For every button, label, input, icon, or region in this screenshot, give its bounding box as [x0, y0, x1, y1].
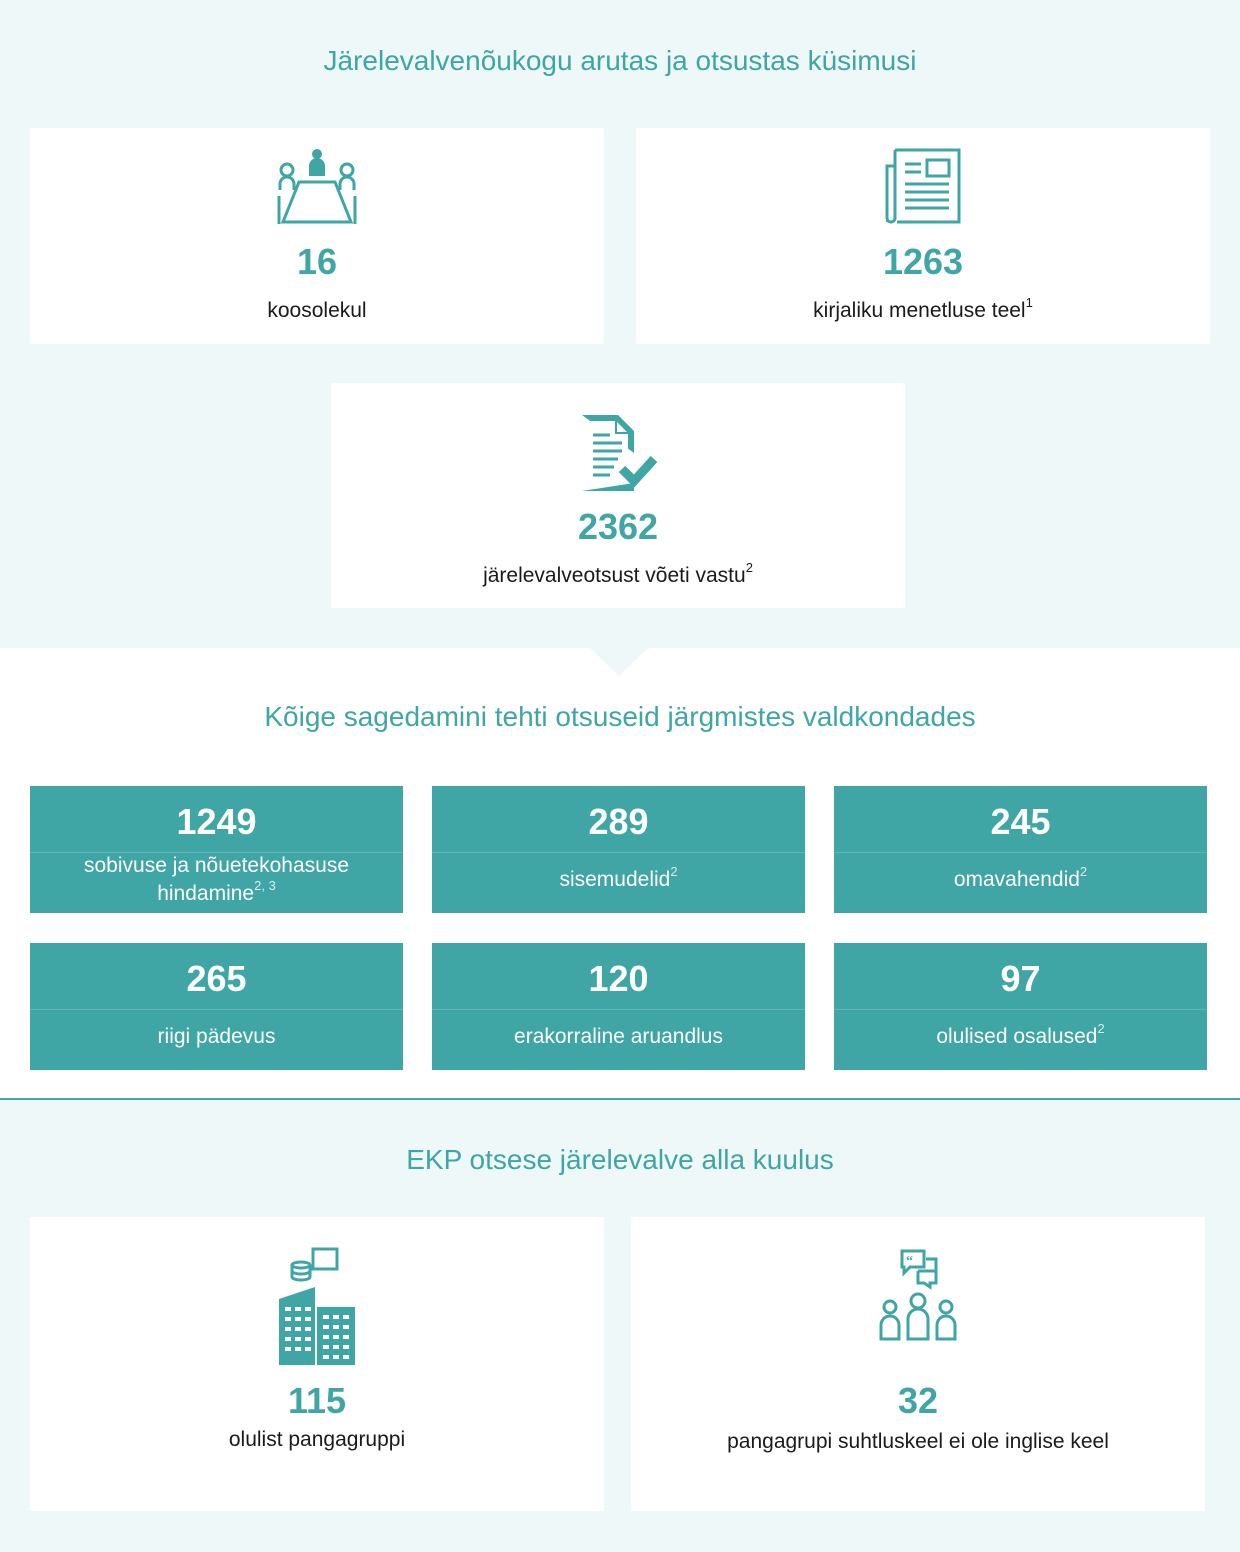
bank-buildings-icon [277, 1245, 357, 1374]
area-tile-value: 265 [186, 958, 247, 999]
area-tile-qualifying-holdings [834, 943, 1207, 1070]
section2-heading: Kõige sagedamini tehti otsuseid järgmistes valdkondades [264, 701, 976, 732]
non-english-banks-card [631, 1217, 1205, 1511]
document-check-icon [578, 413, 658, 498]
area-tile-internal-models [432, 786, 805, 913]
svg-text:“: “ [906, 1254, 913, 1269]
significant-banks-count: 115 [287, 1380, 347, 1421]
area-tile-label: erakorraline aruandlus [514, 1025, 723, 1048]
area-tile-own-funds [834, 786, 1207, 913]
section3-heading: EKP otsese järelevalve alla kuulus [406, 1144, 834, 1175]
written-procedure-label: kirjaliku menetluse teel$^1$ [813, 295, 1033, 322]
area-tile-label: olulised osalused$^2$ [936, 1021, 1105, 1048]
area-tile-value: 1249 [176, 801, 257, 842]
area-tile-label: sisemudelid$^2$ [559, 864, 678, 891]
area-tile-label: omavahendid$^2$ [953, 864, 1088, 891]
section-pointer [590, 648, 648, 676]
decisions-count: 2362 [577, 506, 659, 547]
section1-heading: Järelevalvenõukogu arutas ja otsustas küsimusi [323, 45, 917, 76]
written-procedure-card [636, 128, 1210, 344]
area-tile-value: 245 [990, 801, 1051, 842]
newspaper-icon [883, 146, 963, 231]
decisions-label: järelevalveotsust võeti vastu$^2$ [483, 560, 753, 587]
footnote-ref: 1 [1025, 295, 1033, 310]
meetings-card [30, 128, 604, 344]
area-tile-value: 289 [588, 801, 649, 842]
written-procedure-count: 1263 [882, 241, 964, 282]
significant-banks-label: olulist pangagruppi [228, 1428, 406, 1451]
meetings-label: koosolekul [267, 299, 367, 322]
meetings-count: 16 [296, 241, 338, 282]
area-tile-value: 97 [1000, 958, 1041, 999]
non-english-banks-label: pangagrupi suhtluskeel ei ole inglise keel [727, 1430, 1109, 1453]
footnote-ref: 2, 3 [254, 878, 276, 893]
meeting-table-icon [277, 146, 357, 231]
decisions-card [331, 383, 905, 608]
footnote-ref: 2 [1079, 864, 1088, 879]
area-tile-fit-and-proper [30, 786, 403, 913]
area-tile-value: 120 [588, 958, 649, 999]
significant-banks-card [30, 1217, 604, 1511]
area-tile-label: riigi pädevus [157, 1025, 276, 1048]
footnote-ref: 2 [670, 864, 678, 879]
non-english-banks-count: 32 [897, 1380, 939, 1421]
footnote-ref: 2 [745, 560, 753, 575]
footnote-ref: 2 [1097, 1021, 1105, 1036]
area-tile-ad-hoc-reporting [432, 943, 805, 1070]
area-tile-national-powers [30, 943, 403, 1070]
people-speech-icon [878, 1247, 958, 1348]
area-tile-label: sobivuse ja nõuetekohasuse hindamine$^{2, 3}$ [83, 854, 350, 905]
